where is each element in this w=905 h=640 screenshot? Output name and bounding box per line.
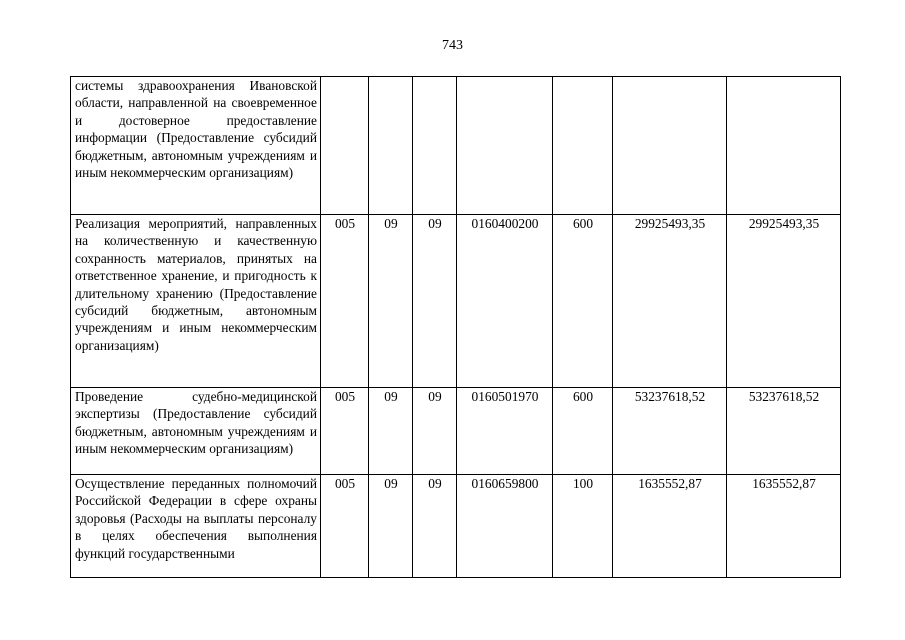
ministry-code: 005 <box>321 388 369 475</box>
expense-type-code <box>553 77 613 215</box>
amount-2: 1635552,87 <box>727 475 841 578</box>
expense-type-code: 600 <box>553 388 613 475</box>
subsection-code <box>413 77 457 215</box>
target-article-code: 0160659800 <box>457 475 553 578</box>
subsection-code: 09 <box>413 215 457 388</box>
target-article-code <box>457 77 553 215</box>
table-row <box>71 388 841 475</box>
row-description: Осуществление переданных полномочий Российской Федерации в сфере охраны здоровья (Расходы на выплаты персоналу в целях обеспечения выполнения функций государственными <box>71 475 321 578</box>
budget-table <box>70 76 841 578</box>
ministry-code: 005 <box>321 475 369 578</box>
section-code: 09 <box>369 215 413 388</box>
row-description: Проведение судебно-медицинской экспертизы (Предоставление субсидий бюджетным, автономным учреждениям и иным некоммерческим организациям) <box>71 388 321 475</box>
row-description: системы здравоохранения Ивановской области, направленной на своевременное и достоверное предоставление информации (Предоставление субсидий бюджетным, автономным учреждениям и иным некоммерческим организациям) <box>71 77 321 215</box>
row-description: Реализация мероприятий, направленных на количественную и качественную сохранность материалов, принятых на ответственное хранение, и пригодность к длительному хранению (Предоставление субсидий бюджетным, автономным учреждениям и иным некоммерческим организациям) <box>71 215 321 388</box>
page-number: 743 <box>442 38 463 53</box>
amount-2: 53237618,52 <box>727 388 841 475</box>
expense-type-code: 100 <box>553 475 613 578</box>
table-row <box>71 475 841 578</box>
subsection-code: 09 <box>413 475 457 578</box>
amount-1: 29925493,35 <box>613 215 727 388</box>
target-article-code: 0160400200 <box>457 215 553 388</box>
table-row <box>71 77 841 215</box>
ministry-code <box>321 77 369 215</box>
ministry-code: 005 <box>321 215 369 388</box>
section-code: 09 <box>369 475 413 578</box>
amount-2 <box>727 77 841 215</box>
section-code: 09 <box>369 388 413 475</box>
table-row <box>71 215 841 388</box>
subsection-code: 09 <box>413 388 457 475</box>
amount-1: 53237618,52 <box>613 388 727 475</box>
expense-type-code: 600 <box>553 215 613 388</box>
amount-2: 29925493,35 <box>727 215 841 388</box>
target-article-code: 0160501970 <box>457 388 553 475</box>
section-code <box>369 77 413 215</box>
amount-1: 1635552,87 <box>613 475 727 578</box>
amount-1 <box>613 77 727 215</box>
